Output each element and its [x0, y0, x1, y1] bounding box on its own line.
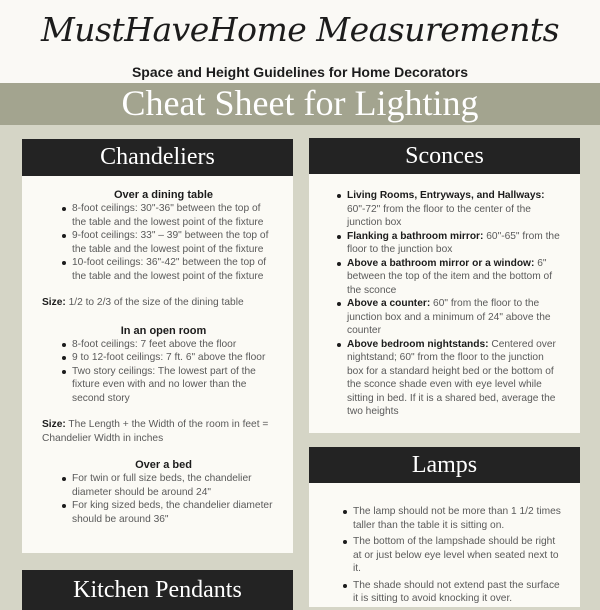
dining-heading: Over a dining table — [113, 189, 214, 201]
list-item: Two story ceilings: The lowest part of the fixture even with and no lower than the second story — [72, 365, 273, 406]
kitchen-pendants-card — [22, 570, 293, 610]
list-item: Above a bathroom mirror or a window: 6" between the top of the item and the bottom of the sconce — [347, 257, 562, 298]
sconces-body — [309, 189, 580, 419]
bed-list — [54, 472, 273, 526]
size-note: Size: 1/2 to 2/3 of the size of the dining table — [42, 297, 244, 308]
list-item: The lamp should not be more than 1 1/2 times taller than the table it is sitting on. — [353, 506, 561, 531]
bed-heading: Over a bed — [135, 459, 192, 471]
list-item: Living Rooms, Entryways, and Hallways: 60"-72" from the floor to the center of the junction box — [347, 189, 562, 230]
list-item: The bottom of the lampshade should be right at or just below eye level when seated next to it. — [353, 535, 562, 576]
subtitle: Space and Height Guidelines for Home Decorators — [131, 64, 469, 80]
sconces-heading: Sconces — [309, 138, 580, 174]
script-title: MustHaveHome Measurements — [40, 10, 560, 49]
list-item: For twin or full size beds, the chandelier diameter should be around 24" — [72, 472, 273, 499]
sconces-card — [309, 138, 580, 433]
list-item: 9-foot ceilings: 33" – 39" between the top of the table and the lowest point of the fixture — [72, 229, 273, 256]
list-item: Above a counter: 60" from the floor to the junction box and a minimum of 24" above the counter — [347, 297, 562, 338]
list-item: 10-foot ceilings: 36"-42" between the top of the table and the lowest point of the fixture — [72, 256, 273, 283]
lamps-body — [309, 505, 580, 606]
chandeliers-body — [22, 188, 293, 526]
chandeliers-heading: Chandeliers — [22, 139, 293, 176]
chandeliers-card — [22, 139, 293, 553]
lamps-card — [309, 447, 580, 607]
list-item: Flanking a bathroom mirror: 60"-65" from the floor to the junction box — [347, 230, 562, 257]
list-item: 8-foot ceilings: 7 feet above the floor — [72, 338, 273, 352]
list-item: For king sized beds, the chandelier diameter should be around 36" — [72, 500, 273, 525]
page-title: Cheat Sheet for Lighting — [121, 83, 479, 123]
list-item: 9 to 12-foot ceilings: 7 ft. 6" above the floor — [72, 351, 273, 365]
list-item: The shade should not extend past the surface it is sitting to avoid knocking it over. — [353, 579, 562, 606]
lamps-list — [335, 505, 562, 606]
lamps-heading: Lamps — [309, 447, 580, 483]
sconces-list — [329, 189, 562, 419]
open-room-heading: In an open room — [120, 324, 207, 337]
kitchen-pendants-heading: Kitchen Pendants — [22, 570, 293, 610]
header — [0, 0, 600, 83]
list-item: 8-foot ceilings: 30"-36" between the top of the table and the lowest point of the fixture — [72, 202, 273, 229]
open-room-list — [54, 338, 273, 406]
size-formula: Size: The Length + the Width of the room in feet = Chandelier Width in inches — [42, 419, 269, 444]
list-item: Above bedroom nightstands: Centered over nightstand; 60" from the floor to the junction box for a standard height bed or the bottom of the sconce shade even with eye level while sitting in bed. If it is a shared bed, average the two heights — [347, 338, 562, 419]
dining-list — [54, 202, 273, 283]
title-banner — [0, 83, 600, 125]
